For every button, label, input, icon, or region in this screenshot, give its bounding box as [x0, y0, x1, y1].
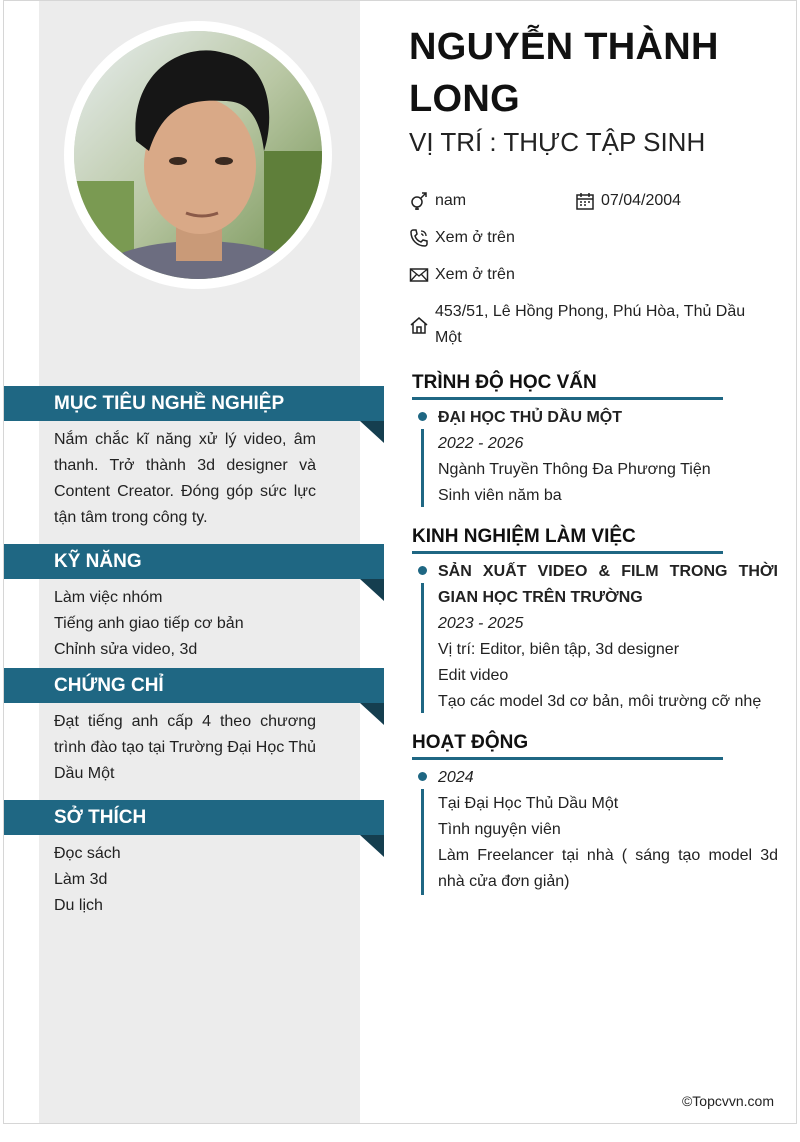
section-objective-title: MỤC TIÊU NGHỀ NGHIỆP [54, 393, 285, 414]
list-item: Chỉnh sửa video, 3d [54, 641, 198, 658]
gender-row [409, 188, 466, 214]
ribbon-fold [360, 421, 384, 443]
timeline-dot [418, 772, 427, 781]
mail-icon [409, 262, 431, 288]
timeline-line [421, 583, 424, 713]
ribbon-fold [360, 703, 384, 725]
gender-value: nam [435, 192, 467, 209]
section-divider [412, 397, 723, 400]
activities-detail: Tình nguyện viên [438, 821, 561, 838]
objective-text: Nắm chắc kĩ năng xử lý video, âm thanh. Trở thành 3d designer và Content Creator. Đóng góp sức lực tận tâm trong công ty. [54, 431, 316, 526]
timeline-line [421, 429, 424, 507]
section-experience-title: KINH NGHIỆM LÀM VIỆC [412, 526, 636, 547]
section-divider [412, 757, 723, 760]
experience-period: 2023 - 2025 [438, 615, 524, 632]
birthday-row [575, 188, 681, 214]
footer-credit: ©Topcvvn.com [681, 1093, 774, 1109]
address-value: 453/51, Lê Hồng Phong, Phú Hòa, Thủ Dầu Một [435, 303, 746, 346]
address-row [409, 299, 779, 351]
section-hobbies-title: SỞ THÍCH [54, 807, 147, 828]
experience-heading: SẢN XUẤT VIDEO & FILM TRONG THỜI GIAN HỌC TRÊN TRƯỜNG [438, 563, 778, 606]
list-item: Đọc sách [54, 845, 121, 862]
activities-detail: Làm Freelancer tại nhà ( sáng tạo model 3d nhà cửa đơn giản) [438, 847, 778, 890]
candidate-name: NGUYỄN THÀNH LONG [409, 26, 719, 120]
activities-period: 2024 [438, 769, 474, 786]
section-hobbies-header [4, 800, 384, 835]
skills-list [54, 585, 316, 663]
activities-entry [418, 765, 778, 895]
phone-value: Xem ở trên [435, 229, 515, 246]
school-name: ĐẠI HỌC THỦ DẦU MỘT [438, 409, 622, 426]
timeline-dot [418, 412, 427, 421]
avatar-photo [74, 31, 322, 279]
position-title: VỊ TRÍ : THỰC TẬP SINH [409, 127, 706, 157]
certificates-text: Đạt tiếng anh cấp 4 theo chương trình đào tạo tại Trường Đại Học Thủ Dầu Một [54, 713, 316, 782]
section-skills-title: KỸ NĂNG [54, 551, 142, 572]
education-detail: Sinh viên năm ba [438, 487, 562, 504]
email-value: Xem ở trên [435, 266, 515, 283]
list-item: Tiếng anh giao tiếp cơ bản [54, 615, 244, 632]
ribbon-fold [360, 835, 384, 857]
education-detail: Ngành Truyền Thông Đa Phương Tiện [438, 461, 711, 478]
experience-detail: Vị trí: Editor, biên tập, 3d designer [438, 641, 680, 658]
activities-detail: Tại Đại Học Thủ Dầu Một [438, 795, 619, 812]
cv-page [3, 0, 797, 1124]
section-skills-header [4, 544, 384, 579]
education-entry [418, 405, 778, 509]
experience-entry [418, 559, 778, 715]
phone-row [409, 225, 515, 251]
avatar [74, 31, 322, 279]
timeline-dot [418, 566, 427, 575]
section-activities-title: HOẠT ĐỘNG [412, 732, 529, 753]
hobbies-list [54, 841, 316, 919]
phone-icon [409, 225, 431, 251]
list-item: Làm 3d [54, 871, 108, 888]
experience-detail: Edit video [438, 667, 509, 684]
gender-icon [409, 188, 431, 214]
section-objective-header [4, 386, 384, 421]
calendar-icon [575, 188, 597, 214]
ribbon-fold [360, 579, 384, 601]
email-row [409, 262, 515, 288]
timeline-line [421, 789, 424, 895]
list-item: Làm việc nhóm [54, 589, 163, 606]
home-icon [409, 299, 431, 351]
list-item: Du lịch [54, 897, 103, 914]
section-divider [412, 551, 723, 554]
section-certificates-title: CHỨNG CHỈ [54, 675, 164, 696]
education-period: 2022 - 2026 [438, 435, 524, 452]
section-certificates-header [4, 668, 384, 703]
experience-detail: Tạo các model 3d cơ bản, môi trường cỡ nhẹ [438, 693, 762, 710]
section-education-title: TRÌNH ĐỘ HỌC VẤN [412, 372, 597, 393]
birthday-value: 07/04/2004 [601, 192, 682, 209]
